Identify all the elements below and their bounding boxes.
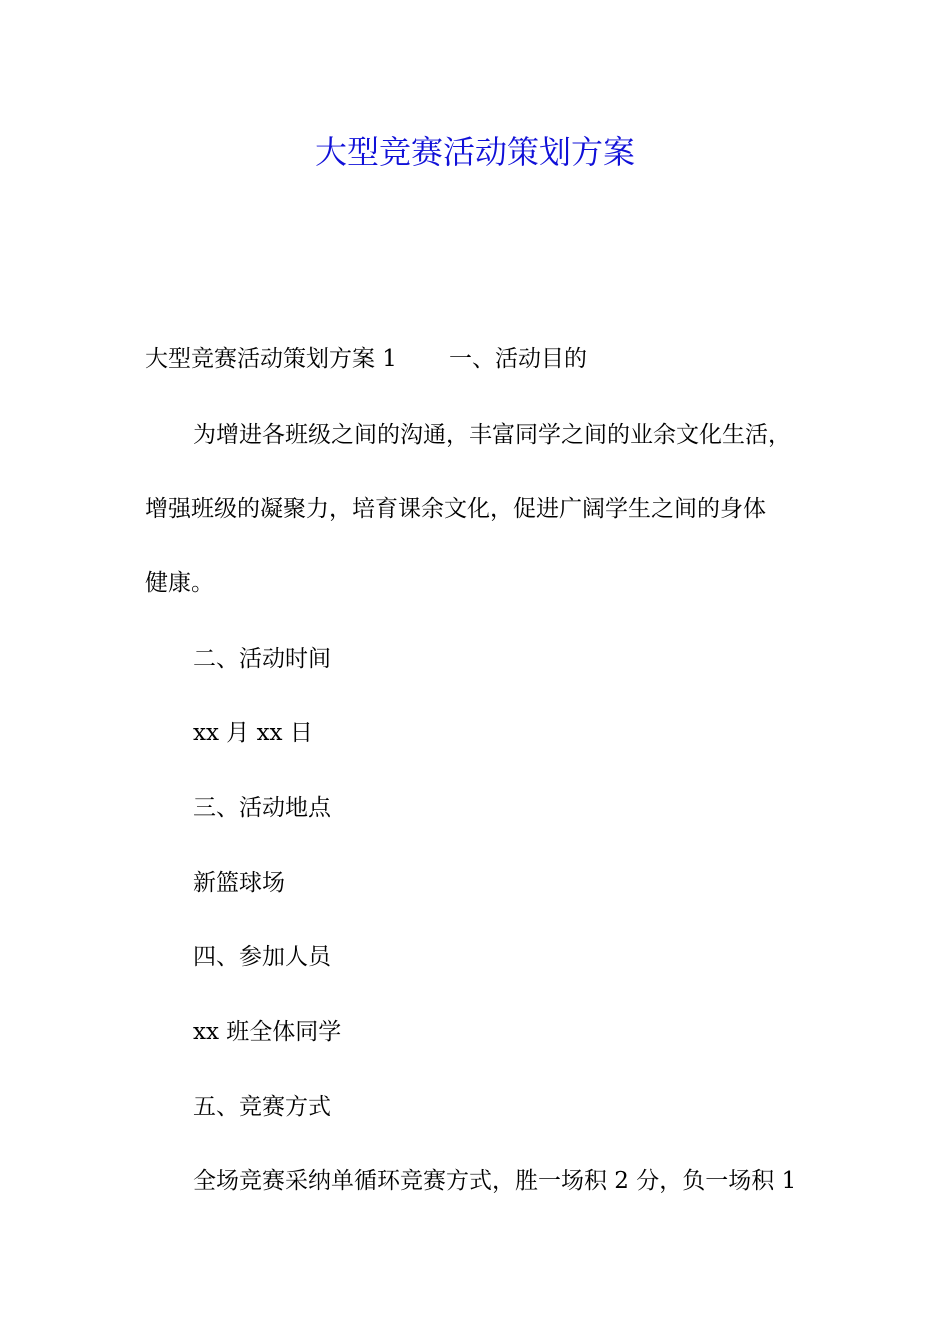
section-heading-time: 二、活动时间 xyxy=(193,646,331,672)
section-heading-location: 三、活动地点 xyxy=(193,795,331,821)
section-heading-participants: 四、参加人员 xyxy=(193,944,331,970)
document-subtitle: 大型竞赛活动策划方案 1 xyxy=(145,346,397,372)
paragraph-line: 健康。 xyxy=(145,570,214,596)
paragraph-line: 增强班级的凝聚力，培育课余文化，促进广阔学生之间的身体 xyxy=(145,496,766,522)
document-title: 大型竞赛活动策划方案 xyxy=(314,133,635,171)
section-heading-format: 五、竞赛方式 xyxy=(193,1094,331,1120)
participants-value: xx 班全体同学 xyxy=(193,1019,342,1045)
time-value: xx 月 xx 日 xyxy=(193,720,313,746)
section-heading-purpose: 一、活动目的 xyxy=(448,346,587,372)
subtitle-line xyxy=(145,344,587,374)
location-value: 新篮球场 xyxy=(193,870,285,896)
paragraph-line: 全场竞赛采纳单循环竞赛方式，胜一场积 2 分，负一场积 1 xyxy=(193,1168,797,1194)
paragraph-line: 为增进各班级之间的沟通，丰富同学之间的业余文化生活， xyxy=(193,422,791,448)
